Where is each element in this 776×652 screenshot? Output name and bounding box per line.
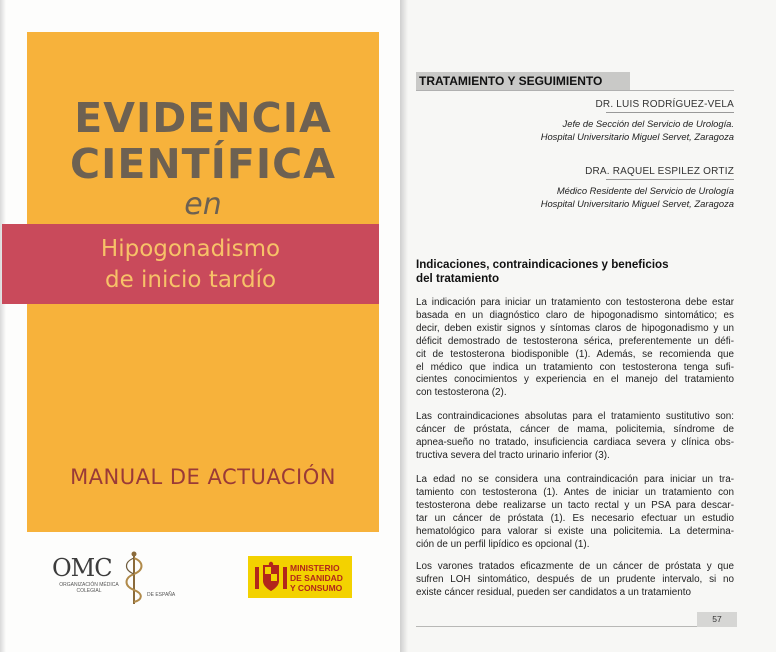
paragraph-line: La edad no se considera una contraindicación para iniciar un tra- <box>416 474 734 485</box>
cover-subtitle-line-1: Hipogonadismo <box>100 236 281 262</box>
author-hospital-line: Hospital Universitario Miguel Servet, Zaragoza <box>540 131 734 142</box>
paragraph-line: apnea-sueño no tratado, insuficiencia cardiaca severa y clínica obs- <box>416 436 734 448</box>
caduceus-icon <box>120 550 150 606</box>
paragraph-line: cáncer de próstata, cáncer de mama, policitemia, síndrome de <box>416 423 734 435</box>
omc-logo-subtext: ORGANIZACIÓN MÉDICA COLEGIAL <box>59 582 119 594</box>
cover-subtitle-band <box>2 224 379 304</box>
paragraph-line: Los varones tratados eficazmente de un cáncer de próstata y que <box>416 561 734 572</box>
author-role-line: Jefe de Sección del Servicio de Urología. <box>562 118 734 129</box>
paragraph-line: La indicación para iniciar un tratamiento con testosterona debe estar <box>416 297 734 308</box>
page-gutter-shadow <box>400 0 408 652</box>
author-role-line: Médico Residente del Servicio de Urología <box>556 185 734 196</box>
cover-connector: en <box>184 187 222 222</box>
author-name: DRA. RAQUEL ESPILEZ ORTIZ <box>585 166 734 177</box>
paragraph-line: decir, deben existir signos y síntomas claros de hipogonadismo y un <box>416 322 734 334</box>
paragraph-line: con testosterona (2). <box>416 387 507 399</box>
author-rule <box>606 179 734 180</box>
paragraph-line: hematológico para valorar si existe una policitemia. La determina- <box>416 525 734 537</box>
cover-subtitle-line-2: de inicio tardío <box>104 267 277 293</box>
omc-logo <box>52 550 192 610</box>
cover-title-line-2: CIENTÍFICA <box>70 140 336 188</box>
ministry-line-2: DE SANIDAD <box>290 573 343 583</box>
cover-title-line-1: EVIDENCIA <box>74 94 332 142</box>
section-title-rule <box>416 90 734 91</box>
paragraph-line: déficit demostrado de testosterona sérica, preferentemente un défi- <box>416 335 734 347</box>
body-paragraph <box>416 561 734 600</box>
ministry-line-1: MINISTERIO <box>290 563 340 573</box>
ministry-logo <box>248 556 352 598</box>
subsection-heading-line-1: Indicaciones, contraindicaciones y beneficios <box>416 258 669 271</box>
paragraph-line: tamiento con testosterona (1). Antes de iniciar un tratamiento con <box>416 486 734 498</box>
paragraph-line: cientes conocimientos y experiencia en el manejo del tratamiento <box>416 374 734 386</box>
paragraph-line: tar un cáncer de próstata (1). Es necesario efectuar un estudio <box>416 512 734 524</box>
paragraph-line: testosterona debe realizarse un tacto rectal y un PSA para descar- <box>416 499 734 511</box>
author-name: DR. LUIS RODRÍGUEZ-VELA <box>595 99 734 110</box>
ministry-name <box>290 563 352 593</box>
omc-logo-suffix: DE ESPAÑA <box>147 592 176 598</box>
author-hospital-line: Hospital Universitario Miguel Servet, Zaragoza <box>540 198 734 209</box>
section-title: TRATAMIENTO Y SEGUIMIENTO <box>416 72 630 90</box>
coat-of-arms-icon <box>254 561 288 593</box>
paragraph-line: existe cáncer residual, pueden ser candidatos a un tratamiento <box>416 586 692 598</box>
omc-logo-letters: OMC <box>52 554 112 582</box>
document-page <box>400 0 776 652</box>
paragraph-line: cit de testosterona biodisponible (1). Además, se recomienda que <box>416 348 734 360</box>
subsection-heading <box>416 258 716 286</box>
ministry-line-3: Y CONSUMO <box>290 583 343 593</box>
paragraph-line: tructiva severa del tracto urinario inferior (3). <box>416 449 610 461</box>
author-rule <box>606 112 734 113</box>
subsection-heading-line-2: del tratamiento <box>416 272 500 285</box>
paragraph-line: el médico que indica un tratamiento con testosterona tenga sufi- <box>416 361 734 373</box>
author-affiliation <box>541 184 734 210</box>
footer-rule <box>416 626 697 627</box>
page-number: 57 <box>697 612 737 627</box>
body-paragraph <box>416 297 734 400</box>
cover-shadow-edge <box>0 0 6 652</box>
paragraph-line: sufren LOH sintomático, después de un prudente intervalo, si no <box>416 573 734 585</box>
paragraph-line: ción de un perfil lipídico es opcional (1). <box>416 538 590 550</box>
paragraph-line: basada en un diagnóstico claro de hipogonadismo sintomático; es <box>416 309 734 321</box>
paragraph-line: Las contraindicaciones absolutas para el tratamiento sustitutivo son: <box>416 411 734 422</box>
cover-manual-label: MANUAL DE ACTUACIÓN <box>70 465 336 489</box>
body-paragraph <box>416 411 734 463</box>
author-affiliation <box>541 117 734 143</box>
body-paragraph <box>416 474 734 551</box>
